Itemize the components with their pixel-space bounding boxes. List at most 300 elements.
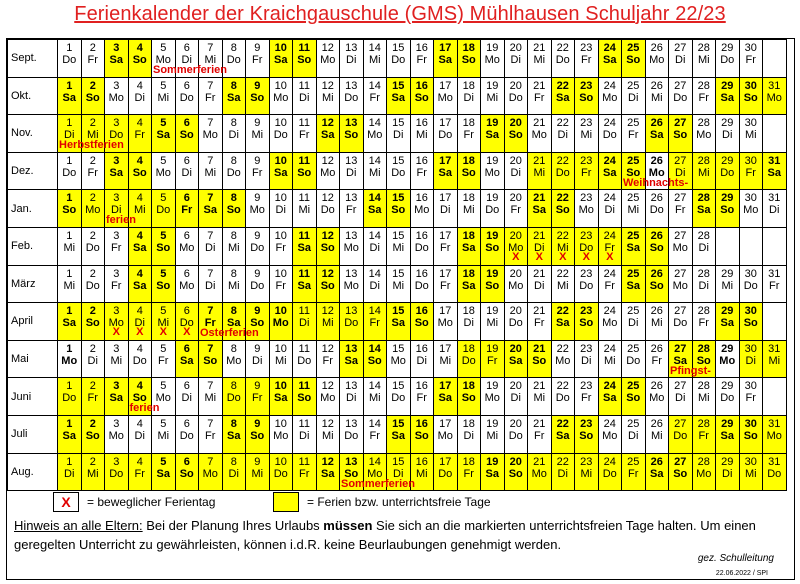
day-cell <box>528 152 552 190</box>
day-cell <box>222 77 246 115</box>
day-cell <box>105 265 129 303</box>
weekday: Di <box>299 317 310 330</box>
weekday: Sa <box>485 129 499 142</box>
day-cell <box>622 115 646 153</box>
weekday: Sa <box>438 166 452 179</box>
weekday: So <box>250 91 265 104</box>
day-cell <box>763 340 787 378</box>
movable-day-mark: X <box>582 250 590 263</box>
day-number: 2 <box>89 42 96 54</box>
weekday: So <box>250 317 265 330</box>
day-cell <box>293 303 317 341</box>
day-number: 22 <box>556 342 569 355</box>
day-number: 18 <box>462 79 475 92</box>
day-number: 13 <box>345 305 358 318</box>
day-cell <box>528 227 552 265</box>
day-cell <box>716 378 740 416</box>
weekday: Do <box>109 467 124 480</box>
day-number: 25 <box>627 42 640 54</box>
day-number: 8 <box>230 380 237 393</box>
month-row <box>8 152 787 190</box>
day-number: 25 <box>627 267 640 280</box>
day-cell <box>293 453 317 491</box>
weekday: Mo <box>390 354 406 367</box>
day-number: 25 <box>627 380 640 393</box>
day-cell <box>575 303 599 341</box>
weekday: Di <box>205 279 216 292</box>
day-number: 2 <box>89 79 96 92</box>
day-cell <box>246 40 270 78</box>
weekday: Sa <box>180 354 194 367</box>
day-cell <box>598 115 622 153</box>
notice-text-1: Bei der Planung Ihres Urlaubs <box>142 518 324 533</box>
weekday: Do <box>226 392 241 405</box>
day-number: 9 <box>254 42 261 54</box>
day-cell <box>481 40 505 78</box>
day-number: 29 <box>721 417 734 430</box>
signature: gez. Schulleitung <box>697 553 774 564</box>
weekday: Mo <box>226 354 242 367</box>
day-number: 11 <box>298 79 310 92</box>
day-cell <box>105 303 129 341</box>
day-number: 21 <box>533 42 546 54</box>
weekday: Mi <box>744 129 757 142</box>
weekday: Di <box>346 166 357 179</box>
day-number: 16 <box>415 305 428 318</box>
day-number: 19 <box>486 154 499 167</box>
day-number: 2 <box>89 192 96 205</box>
day-cell <box>575 340 599 378</box>
day-number: 19 <box>486 417 499 430</box>
month-label: Dez. <box>8 152 58 190</box>
weekday: Do <box>508 429 523 442</box>
weekday: Do <box>720 392 735 405</box>
day-number: 26 <box>650 192 663 205</box>
weekday: So <box>649 241 664 254</box>
day-number: 30 <box>744 192 757 205</box>
month-label: Juni <box>8 378 58 416</box>
weekday: Di <box>510 54 521 66</box>
day-cell <box>81 265 105 303</box>
day-cell <box>58 40 82 78</box>
day-cell <box>387 40 411 78</box>
weekday: Fr <box>87 166 98 179</box>
day-number: 16 <box>415 42 428 54</box>
day-cell <box>152 152 176 190</box>
weekday: Sa <box>532 204 546 217</box>
weekday: Di <box>134 91 145 104</box>
day-number: 13 <box>345 117 358 130</box>
day-number: 1 <box>66 455 73 468</box>
weekday: Mi <box>556 279 569 292</box>
weekday: Do <box>179 91 194 104</box>
movable-day-mark: X <box>136 326 144 339</box>
day-cell <box>316 415 340 453</box>
weekday: Sa <box>603 54 617 66</box>
weekday: Mi <box>768 354 781 367</box>
weekday: Mi <box>86 467 99 480</box>
weekday: Sa <box>227 91 241 104</box>
day-number: 5 <box>160 455 167 468</box>
weekday: So <box>250 429 265 442</box>
weekday: Di <box>346 392 357 405</box>
empty-cell <box>763 227 787 265</box>
day-number: 21 <box>533 154 546 167</box>
day-number: 13 <box>345 229 358 242</box>
day-cell <box>575 115 599 153</box>
day-number: 28 <box>697 79 710 92</box>
day-cell <box>269 453 293 491</box>
day-cell <box>575 265 599 303</box>
weekday: Mo <box>414 204 430 217</box>
weekday: Di <box>369 241 380 254</box>
weekday: Mo <box>108 317 124 330</box>
page-title: Ferienkalender der Kraichgauschule (GMS) Mühlhausen Schuljahr 22/23 <box>74 3 726 25</box>
legend-movable-box <box>53 492 79 512</box>
day-cell <box>222 340 246 378</box>
day-number: 26 <box>650 455 663 468</box>
weekday: Fr <box>205 91 216 104</box>
weekday: Sa <box>203 204 217 217</box>
day-number: 24 <box>603 154 616 167</box>
weekday: Mo <box>531 129 547 142</box>
day-number: 30 <box>744 154 757 167</box>
day-number: 22 <box>556 79 569 92</box>
day-cell <box>669 115 693 153</box>
day-number: 9 <box>254 267 261 280</box>
day-cell <box>692 415 716 453</box>
day-number: 6 <box>183 229 190 242</box>
weekday: Di <box>557 467 568 480</box>
legend-holiday-swatch <box>273 492 299 512</box>
weekday: Sa <box>720 91 734 104</box>
weekday: Do <box>297 354 312 367</box>
month-label: April <box>8 303 58 341</box>
day-number: 11 <box>298 417 310 430</box>
weekday: Di <box>722 129 733 142</box>
day-number: 23 <box>580 154 593 167</box>
weekday: Di <box>581 354 592 367</box>
weekday: Do <box>438 467 453 480</box>
day-number: 21 <box>533 117 546 130</box>
day-cell <box>669 227 693 265</box>
day-cell <box>481 340 505 378</box>
weekday: Mi <box>86 129 99 142</box>
day-number: 26 <box>650 117 663 130</box>
weekday: Di <box>675 54 686 66</box>
day-cell <box>199 340 223 378</box>
day-cell <box>152 77 176 115</box>
day-cell <box>504 152 528 190</box>
day-number: 15 <box>392 380 405 393</box>
day-cell <box>763 152 787 190</box>
day-number: 14 <box>368 342 381 355</box>
day-cell <box>622 453 646 491</box>
day-cell <box>152 190 176 228</box>
day-number: 29 <box>721 192 734 205</box>
day-number: 12 <box>321 417 334 430</box>
month-row <box>8 415 787 453</box>
weekday: Do <box>156 204 171 217</box>
day-number: 24 <box>603 229 616 242</box>
day-number: 8 <box>230 342 237 355</box>
day-number: 21 <box>533 305 546 318</box>
day-number: 6 <box>183 267 190 280</box>
day-number: 11 <box>298 42 311 54</box>
day-number: 12 <box>321 380 334 393</box>
weekday: Do <box>602 129 617 142</box>
day-number: 8 <box>230 42 237 54</box>
day-number: 17 <box>439 267 452 280</box>
day-cell <box>293 378 317 416</box>
day-number: 31 <box>768 79 781 92</box>
weekday: Mo <box>343 279 359 292</box>
weekday: Fr <box>87 54 98 66</box>
day-number: 5 <box>160 117 167 130</box>
day-cell <box>175 115 199 153</box>
day-number: 2 <box>89 455 96 468</box>
weekday: Mi <box>697 392 710 405</box>
day-number: 22 <box>556 154 569 167</box>
day-number: 26 <box>650 380 663 393</box>
day-number: 13 <box>345 79 358 92</box>
weekday: Fr <box>628 129 639 142</box>
weekday: Fr <box>487 354 498 367</box>
day-number: 9 <box>254 154 261 167</box>
weekday: Mo <box>202 467 218 480</box>
weekday: Sa <box>626 241 640 254</box>
weekday: Sa <box>697 204 711 217</box>
day-number: 31 <box>768 455 781 468</box>
day-cell <box>246 453 270 491</box>
day-number: 3 <box>113 154 120 167</box>
day-cell <box>152 340 176 378</box>
holiday-label: Osterferien <box>200 327 259 340</box>
day-cell <box>152 227 176 265</box>
day-cell <box>434 115 458 153</box>
weekday: Mi <box>486 317 499 330</box>
day-number: 7 <box>207 380 214 393</box>
day-number: 10 <box>274 79 287 92</box>
weekday: So <box>532 354 547 367</box>
day-number: 29 <box>721 342 734 355</box>
day-cell <box>81 40 105 78</box>
legend-holiday-text: = Ferien bzw. unterrichtsfreie Tage <box>307 495 491 509</box>
day-cell <box>622 378 646 416</box>
day-cell <box>58 227 82 265</box>
day-cell <box>457 303 481 341</box>
weekday: Sa <box>156 467 170 480</box>
weekday: Fr <box>628 467 639 480</box>
weekday: Fr <box>534 317 545 330</box>
day-cell <box>457 340 481 378</box>
weekday: Do <box>320 204 335 217</box>
legend-x-mark: X <box>61 494 71 510</box>
day-number: 29 <box>721 305 734 318</box>
day-cell <box>692 227 716 265</box>
day-cell <box>622 265 646 303</box>
weekday: Mi <box>650 91 663 104</box>
day-cell <box>434 190 458 228</box>
day-cell <box>598 378 622 416</box>
month-label: Sept. <box>8 40 58 78</box>
weekday: Mi <box>721 279 734 292</box>
day-cell <box>669 453 693 491</box>
day-number: 24 <box>603 42 616 54</box>
day-number: 12 <box>321 192 334 205</box>
weekday: Do <box>62 54 77 66</box>
weekday: Do <box>62 166 77 179</box>
day-number: 31 <box>768 267 781 280</box>
day-cell <box>551 115 575 153</box>
weekday: Mi <box>274 354 287 367</box>
day-number: 16 <box>415 117 428 130</box>
day-number: 9 <box>254 455 261 468</box>
weekday: Mo <box>320 54 336 66</box>
empty-cell <box>716 227 740 265</box>
day-number: 29 <box>721 455 734 468</box>
day-cell <box>598 40 622 78</box>
day-number: 12 <box>321 267 334 280</box>
day-number: 25 <box>627 229 640 242</box>
weekday: Sa <box>485 467 499 480</box>
day-number: 11 <box>298 117 310 130</box>
day-number: 15 <box>392 229 405 242</box>
day-number: 28 <box>697 154 710 167</box>
weekday: So <box>461 392 476 405</box>
day-cell <box>551 227 575 265</box>
day-number: 17 <box>439 417 452 430</box>
day-number: 6 <box>183 342 190 355</box>
day-cell <box>199 190 223 228</box>
weekday: Mi <box>697 54 710 66</box>
weekday: Mi <box>580 129 593 142</box>
day-number: 10 <box>274 417 287 430</box>
day-number: 3 <box>113 79 120 92</box>
day-cell <box>763 190 787 228</box>
weekday: Fr <box>581 392 592 405</box>
weekday: So <box>344 129 359 142</box>
day-cell <box>199 265 223 303</box>
day-cell <box>58 190 82 228</box>
weekday: Do <box>273 129 288 142</box>
day-cell <box>410 340 434 378</box>
weekday: Sa <box>62 91 76 104</box>
weekday: Mi <box>204 54 217 66</box>
day-number: 24 <box>603 342 616 355</box>
day-cell <box>128 378 160 416</box>
day-number: 8 <box>230 117 237 130</box>
day-number: 23 <box>580 79 593 92</box>
day-cell <box>222 453 246 491</box>
day-number: 5 <box>160 380 167 393</box>
day-cell <box>316 453 340 491</box>
day-number: 13 <box>345 192 358 205</box>
day-number: 4 <box>136 117 143 130</box>
day-number: 25 <box>627 192 640 205</box>
month-label: Okt. <box>8 77 58 115</box>
weekday: Mo <box>672 279 688 292</box>
day-cell <box>481 227 505 265</box>
day-number: 29 <box>721 117 734 130</box>
weekday: Di <box>252 354 263 367</box>
day-cell <box>669 303 693 341</box>
month-label: Nov. <box>8 115 58 153</box>
day-cell <box>598 152 622 190</box>
weekday: Di <box>134 317 145 330</box>
day-cell <box>504 415 528 453</box>
day-number: 12 <box>321 305 334 318</box>
weekday: Fr <box>252 166 263 179</box>
weekday: Mo <box>555 354 571 367</box>
day-cell <box>128 265 152 303</box>
day-number: 8 <box>230 267 237 280</box>
weekday: Sa <box>509 354 523 367</box>
holiday-label: Sommerferien <box>153 64 227 76</box>
weekday: Di <box>628 429 639 442</box>
day-number: 1 <box>66 42 73 54</box>
weekday: Di <box>675 392 686 405</box>
day-number: 15 <box>392 267 405 280</box>
legend <box>7 492 794 512</box>
day-cell <box>528 190 552 228</box>
weekday: So <box>367 354 382 367</box>
empty-cell <box>763 378 787 416</box>
day-cell <box>716 340 740 378</box>
day-number: 17 <box>439 229 452 242</box>
day-number: 20 <box>509 455 522 468</box>
day-cell <box>716 40 740 78</box>
weekday: Mi <box>486 91 499 104</box>
day-number: 15 <box>392 342 405 355</box>
weekday: Mi <box>415 129 428 142</box>
day-number: 14 <box>368 455 381 468</box>
empty-cell <box>763 303 787 341</box>
weekday: Mo <box>648 166 665 179</box>
day-number: 21 <box>533 455 546 468</box>
day-number: 22 <box>556 380 569 393</box>
weekday: Di <box>534 279 545 292</box>
day-cell <box>692 115 716 153</box>
day-number: 28 <box>697 380 710 393</box>
day-number: 19 <box>486 267 499 280</box>
day-number: 4 <box>136 455 143 468</box>
day-number: 9 <box>254 380 261 393</box>
weekday: Do <box>743 279 758 292</box>
day-number: 27 <box>674 117 687 130</box>
weekday: Do <box>62 392 77 405</box>
day-cell <box>363 378 387 416</box>
day-cell <box>598 303 622 341</box>
weekday: Fr <box>322 354 333 367</box>
day-cell <box>340 415 364 453</box>
day-cell <box>692 152 716 190</box>
weekday: Do <box>250 279 265 292</box>
weekday: Sa <box>556 317 570 330</box>
weekday: Fr <box>604 241 615 254</box>
weekday: Di <box>698 279 709 292</box>
day-cell <box>293 190 317 228</box>
day-number: 6 <box>183 42 190 54</box>
weekday: So <box>414 429 429 442</box>
day-cell <box>316 190 340 228</box>
weekday: Mi <box>321 429 334 442</box>
day-number: 4 <box>136 417 143 430</box>
holiday-calendar <box>7 39 787 491</box>
weekday: Di <box>463 429 474 442</box>
movable-day-mark: X <box>183 326 191 339</box>
holiday-label: Weihnachts- <box>623 176 689 189</box>
